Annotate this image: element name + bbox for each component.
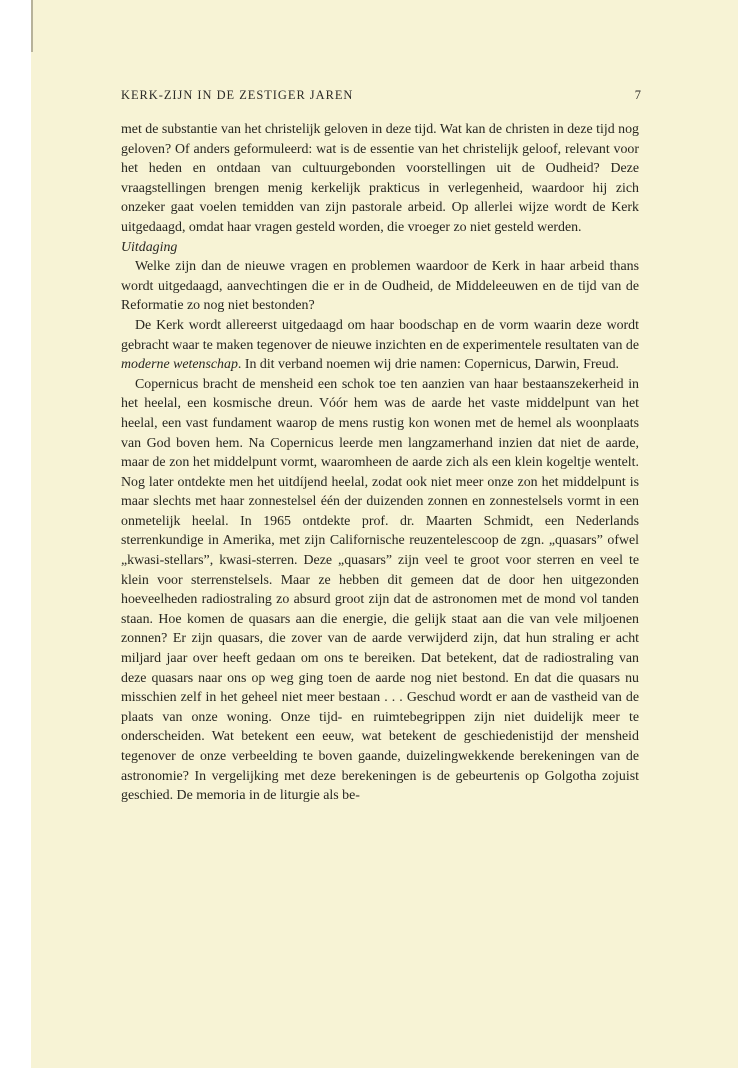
paragraph-copernicus: Copernicus bracht de mensheid een schok toe ten aanzien van haar bestaanszekerheid in het heelal, een kosmische dreun. Vóór hem was de aarde het vaste middelpunt van het heelal, een vast fundament waarop de mens rustig kon wonen met de hemel als woonplaats van God boven hem. Na Copernicus leerde men langzamerhand inzien dat niet de aarde, maar de zon het middelpunt vormt, waaromheen de aarde zich als een klein kogeltje wentelt. Nog later ontdekte men het uitdíjend heelal, zodat ook niet meer onze zon het middelpunt is maar slechts met haar zonnestelsel één der duizenden zonnen en zonnestelsels vormt in een onmetelijk heelal. In 1965 ontdekte prof. dr. Maarten Schmidt, een Nederlands sterrenkundige in Amerika, met zijn Californische reuzentelescoop de zgn. „quasars” ofwel „kwasi-stellars”, kwasi-sterren. Deze „quasars” zijn veel te groot voor sterren en veel te klein voor sterrenstelsels. Maar ze hebben dit gemeen dat de door hen uitgezonden hoeveelheden radiostraling zo absurd groot zijn dat de astronomen met de mond vol tanden staan. Hoe komen de quasars aan die energie, die gelijk staat aan die van vele miljoenen zonnen? Er zijn quasars, die zover van de aarde verwijderd zijn, dat hun straling er acht miljard jaar over heeft gedaan om ons te bereiken. Dat betekent, dat de radiostraling van deze quasars naar ons op weg ging toen de aarde nog niet bestond. En dat die quasars nu misschien zelf in het geheel niet meer bestaan . . . Geschud wordt er aan de vastheid van de plaats van onze woning. Onze tijd- en ruimtebegrippen zijn niet duidelijk meer te onderscheiden. Wat betekent een eeuw, wat betekent de geschiedenistijd der mensheid tegenover de onze verbeelding te boven gaande, duizelingwekkende berekeningen van de astronomie? In vergelijking met deze berekeningen is de gebeurtenis op Golgotha zojuist geschied. De memoria in de liturgie als be- (121, 376, 639, 804)
page-body (121, 120, 639, 806)
paragraph-modern-science (121, 316, 639, 375)
page-edge-line (31, 0, 33, 52)
paragraph-text: De Kerk wordt allereerst uitgedaagd om haar boodschap en de vorm waarin deze wordt gebracht waar te maken tegenover de nieuwe inzichten en de experimentele resultaten van de (121, 317, 639, 353)
page-number: 7 (634, 88, 641, 102)
book-page (31, 0, 738, 1068)
running-header (121, 88, 641, 103)
paragraph-continuation: met de substantie van het christelijk geloven in deze tijd. Wat kan de christen in deze tijd nog geloven? Of anders geformuleerd: wat is de essentie van het christelijk geloof, relevant voor het heden en ontdaan van cultuurgebonden voorstellingen uit de Oudheid? Deze vraagstellingen brengen menig kerkelijk prakticus in verlegenheid, waardoor hij zich onzeker gaat voelen temidden van zijn pastorale arbeid. Op allerlei wijze wordt de Kerk uitgedaagd, omdat haar vragen gesteld worden, die vroeger zo niet gesteld werden. (121, 122, 639, 235)
running-header-title: KERK-ZIJN IN DE ZESTIGER JAREN (121, 88, 354, 102)
emphasis-modern-science: moderne wetenschap (121, 357, 238, 373)
paragraph-new-questions: Welke zijn dan de nieuwe vragen en problemen waardoor de Kerk in haar arbeid thans wordt uitgedaagd, aanvechtingen die er in de Oudheid, de Middeleeuwen en de tijd van de Reformatie zo nog niet bestonden? (121, 259, 639, 314)
paragraph-text: . In dit verband noemen wij drie namen: Copernicus, Darwin, Freud. (237, 357, 620, 373)
section-heading: Uitdaging (121, 239, 178, 255)
